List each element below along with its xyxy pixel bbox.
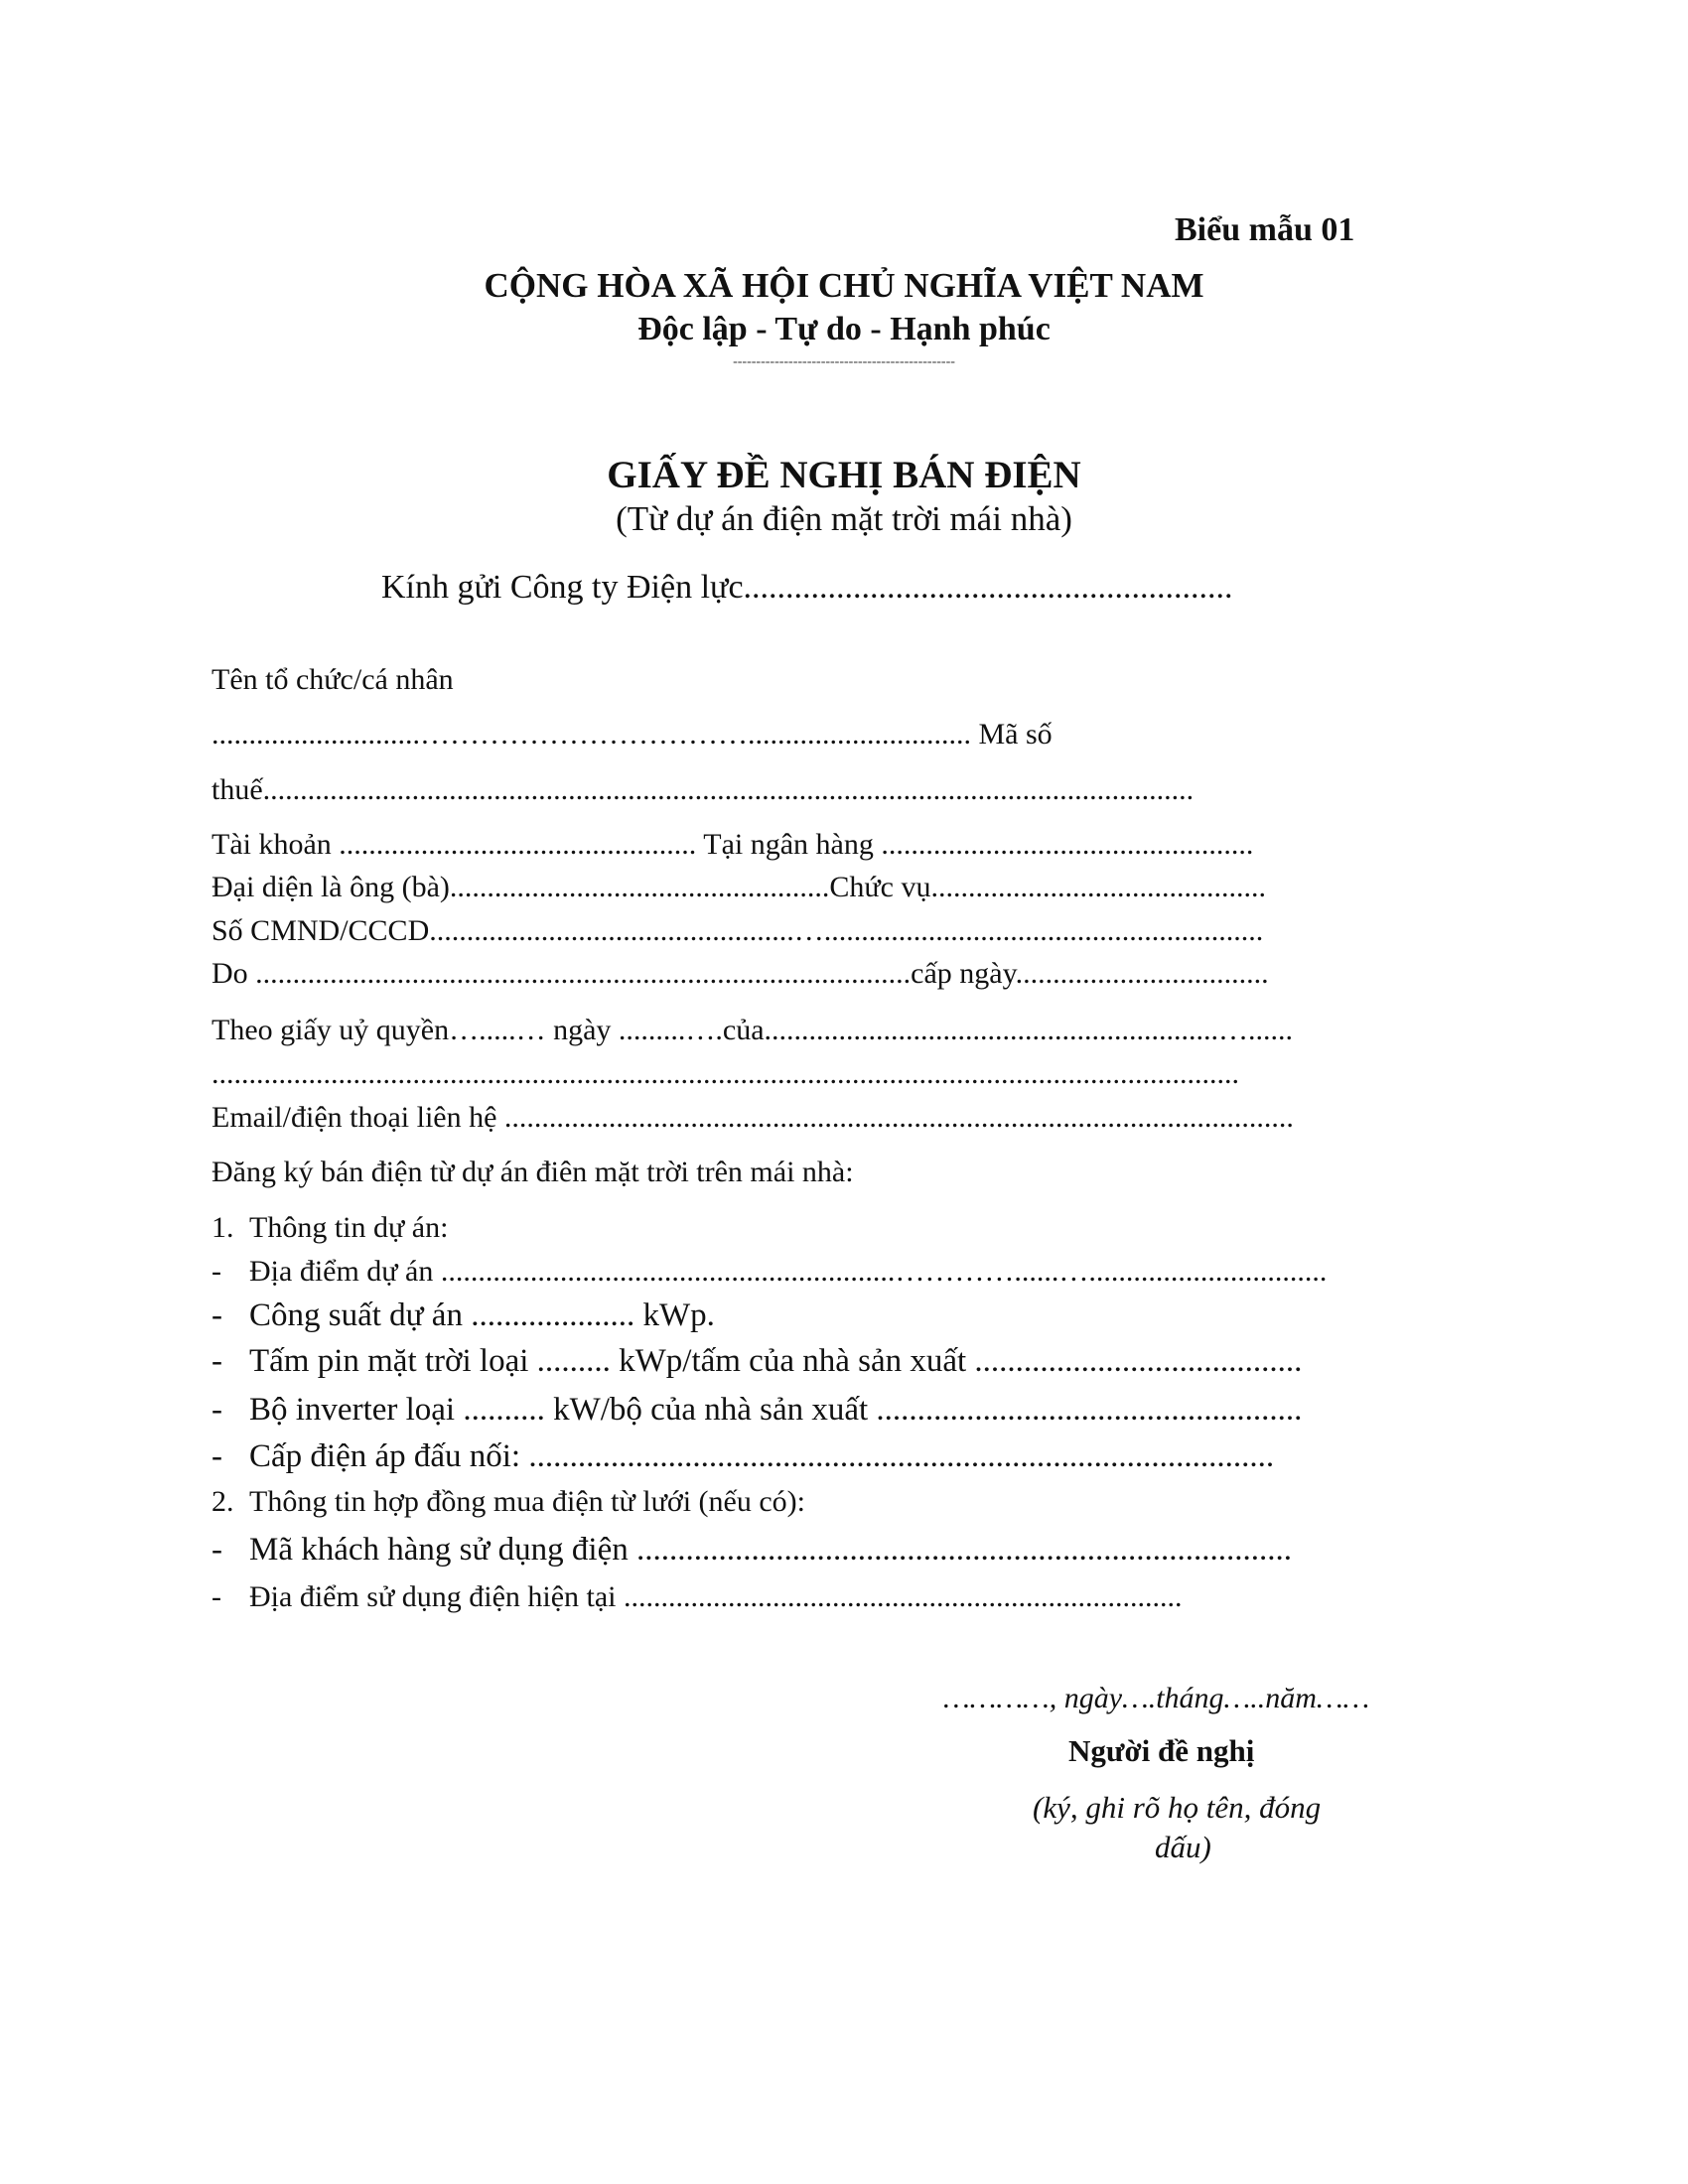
customer-code-field: Mã khách hàng sử dụng điện ................................................................................ bbox=[249, 1532, 1292, 1568]
id-number-field: Số CMND/CCCD.................................................…........................................................... bbox=[211, 914, 1264, 947]
section-2-heading bbox=[211, 1485, 805, 1519]
project-location-field: Địa điểm dự án .............................................................…………......…................................ bbox=[249, 1255, 1328, 1288]
list-item bbox=[211, 1343, 1302, 1380]
section-1-title: Thông tin dự án: bbox=[249, 1211, 449, 1244]
bullet-dash: - bbox=[211, 1392, 222, 1428]
representative-field: Đại diện là ông (bà)...................................................Chức vụ............................................. bbox=[211, 871, 1266, 903]
solar-panel-field: Tấm pin mặt trời loại ......... kWp/tấm của nhà sản xuất ........................................ bbox=[249, 1343, 1303, 1379]
national-motto: Độc lập - Tự do - Hạnh phúc bbox=[637, 311, 1051, 347]
usage-location-field: Địa điểm sử dụng điện hiện tại ........................................................................... bbox=[249, 1580, 1183, 1613]
list-item bbox=[211, 1580, 1183, 1614]
bullet-dash: - bbox=[211, 1580, 221, 1613]
list-item bbox=[211, 1392, 1302, 1429]
list-item bbox=[211, 1255, 1327, 1289]
contact-field: Email/điện thoại liên hệ .......................................................................................................... bbox=[211, 1101, 1294, 1134]
document-title: GIẤY ĐỀ NGHỊ BÁN ĐIỆN bbox=[607, 454, 1081, 496]
list-item bbox=[211, 1297, 715, 1334]
inverter-field: Bộ inverter loại .......... kW/bộ của nhà sản xuất .................................................... bbox=[249, 1392, 1303, 1428]
section-2-number: 2. bbox=[211, 1485, 234, 1518]
tax-code-field: thuế............................................................................................................................. bbox=[211, 773, 1195, 806]
section-1-number: 1. bbox=[211, 1211, 234, 1244]
bullet-dash: - bbox=[211, 1297, 222, 1333]
authorization-field: Theo giấy uỷ quyền….....… ngày .........….của.............................................................…...... bbox=[211, 1014, 1294, 1046]
org-name-field: ............................…………………………….............................. Mã số bbox=[211, 718, 1053, 751]
country-name: CỘNG HÒA XÃ HỘI CHỦ NGHĨA VIỆT NAM bbox=[484, 266, 1204, 305]
bullet-dash: - bbox=[211, 1255, 221, 1288]
register-statement: Đăng ký bán điện từ dự án điên mặt trời trên mái nhà: bbox=[211, 1156, 854, 1188]
requester-label: Người đề nghị bbox=[1068, 1733, 1255, 1768]
date-line: …………, ngày….tháng…..năm…… bbox=[943, 1682, 1370, 1714]
org-name-label: Tên tổ chức/cá nhân bbox=[211, 663, 454, 696]
document-subtitle: (Từ dự án điện mặt trời mái nhà) bbox=[616, 499, 1072, 538]
project-capacity-field: Công suất dự án .................... kWp. bbox=[249, 1297, 715, 1333]
bullet-dash: - bbox=[211, 1532, 222, 1568]
list-item bbox=[211, 1438, 1274, 1475]
header-divider: ------------------------------------------------ bbox=[733, 354, 955, 369]
bank-account-field: Tài khoản ................................................ Tại ngân hàng .................................................. bbox=[211, 828, 1254, 861]
addressee-line: Kính gửi Công ty Điện lực.......................................................... bbox=[381, 569, 1233, 606]
section-1-heading bbox=[211, 1211, 448, 1245]
signature-note: (ký, ghi rõ họ tên, đóng bbox=[1033, 1790, 1322, 1825]
list-item bbox=[211, 1532, 1292, 1569]
voltage-level-field: Cấp điện áp đấu nối: ........................................................................................... bbox=[249, 1438, 1275, 1474]
bullet-dash: - bbox=[211, 1438, 222, 1474]
issued-by-field: Do ........................................................................................cấp ngày.................................. bbox=[211, 957, 1269, 990]
section-2-title: Thông tin hợp đồng mua điện từ lưới (nếu có): bbox=[249, 1485, 805, 1518]
form-code: Biểu mẫu 01 bbox=[1175, 211, 1355, 248]
bullet-dash: - bbox=[211, 1343, 222, 1379]
continuation-line: .......................................................................................................................................... bbox=[211, 1057, 1239, 1090]
signature-note-continued: dấu) bbox=[1155, 1830, 1211, 1864]
